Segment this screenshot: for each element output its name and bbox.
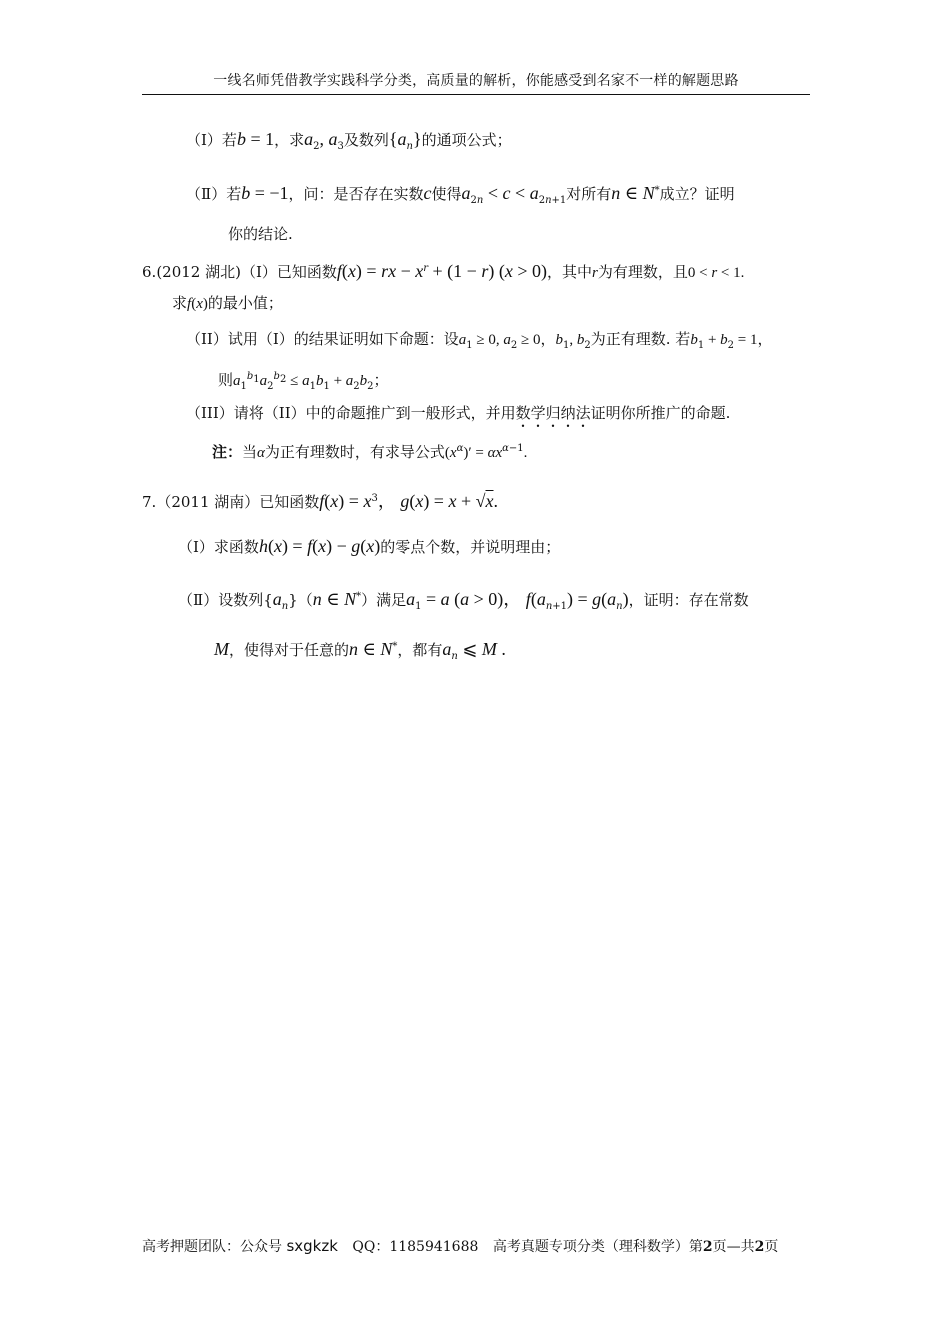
account-name: sxgkzk	[286, 1237, 338, 1255]
page-footer: 高考押题团队：公众号 sxgkzk QQ：1185941688 高考真题专项分类（理科数学）第2页—共2页	[142, 1237, 779, 1255]
p5-part-ii-cont: 你的结论.	[228, 225, 293, 243]
p7-part-ii: （Ⅱ）设数列$\{a_n\}(n$ ∈ N*）满足$a_1 = a$ (a > 0)， $f(a_{n+1}) = g(a_n)$，证明：存在常数	[178, 589, 749, 612]
p6-part-ii-cont: 则$a_1^{b_1}a_2^{b_2} \le a_1b_1 + a_2b_2$；	[218, 371, 389, 392]
header-rule	[142, 94, 810, 95]
p6-part-iii: （III）请将（II）中的命题推广到一般形式，并用数学归纳法证明你所推广的命题.	[186, 404, 731, 422]
p7-part-i: （Ⅰ）求函数h(x) = f(x) − g(x)的零点个数，并说明理由；	[178, 536, 561, 556]
p6-note: 注：当α为正有理数时，有求导公式$(x^\alpha)' = \alpha x^{\alpha-1}$.	[212, 443, 528, 461]
emphasized-term: 数学归纳法	[515, 404, 591, 422]
p7-part-ii-cont: M，使得对于任意的n ∈ N*，都有$a_n$ ⩽ M .	[214, 639, 506, 662]
p6-part-i: 6.(2012 湖北)（Ⅰ）已知函数f(x) = rx − $x^r + (1 - r) (x > 0)$，其中r为有理数，且0 < r < 1.	[142, 261, 745, 281]
p6-part-i-cont: 求f(x)的最小值；	[172, 294, 283, 312]
p6-part-ii: （II）试用（I）的结果证明如下命题：设$a_1 \ge 0$, $a_2 \ge 0$，$b_1$, $b_2$为正有理数. 若$b_1 + b_2 = 1$，	[186, 330, 773, 351]
p5-part-i: （Ⅰ）若b = 1，求$a_2$, $a_3$及数列$\{a_n\}$的通项公式；	[186, 129, 512, 152]
p7-statement: 7.（2011 湖南）已知函数$f(x) = x^3$， g(x) = x + √x.	[142, 491, 498, 511]
p5-part-ii: （Ⅱ）若b = −1，问：是否存在实数c使得$a_{2n} < c < a_{2n+1}$对所有n ∈ N*成立？证明	[186, 183, 735, 206]
page-header: 一线名师凭借教学实践科学分类，高质量的解析，你能感受到名家不一样的解题思路	[213, 73, 739, 89]
